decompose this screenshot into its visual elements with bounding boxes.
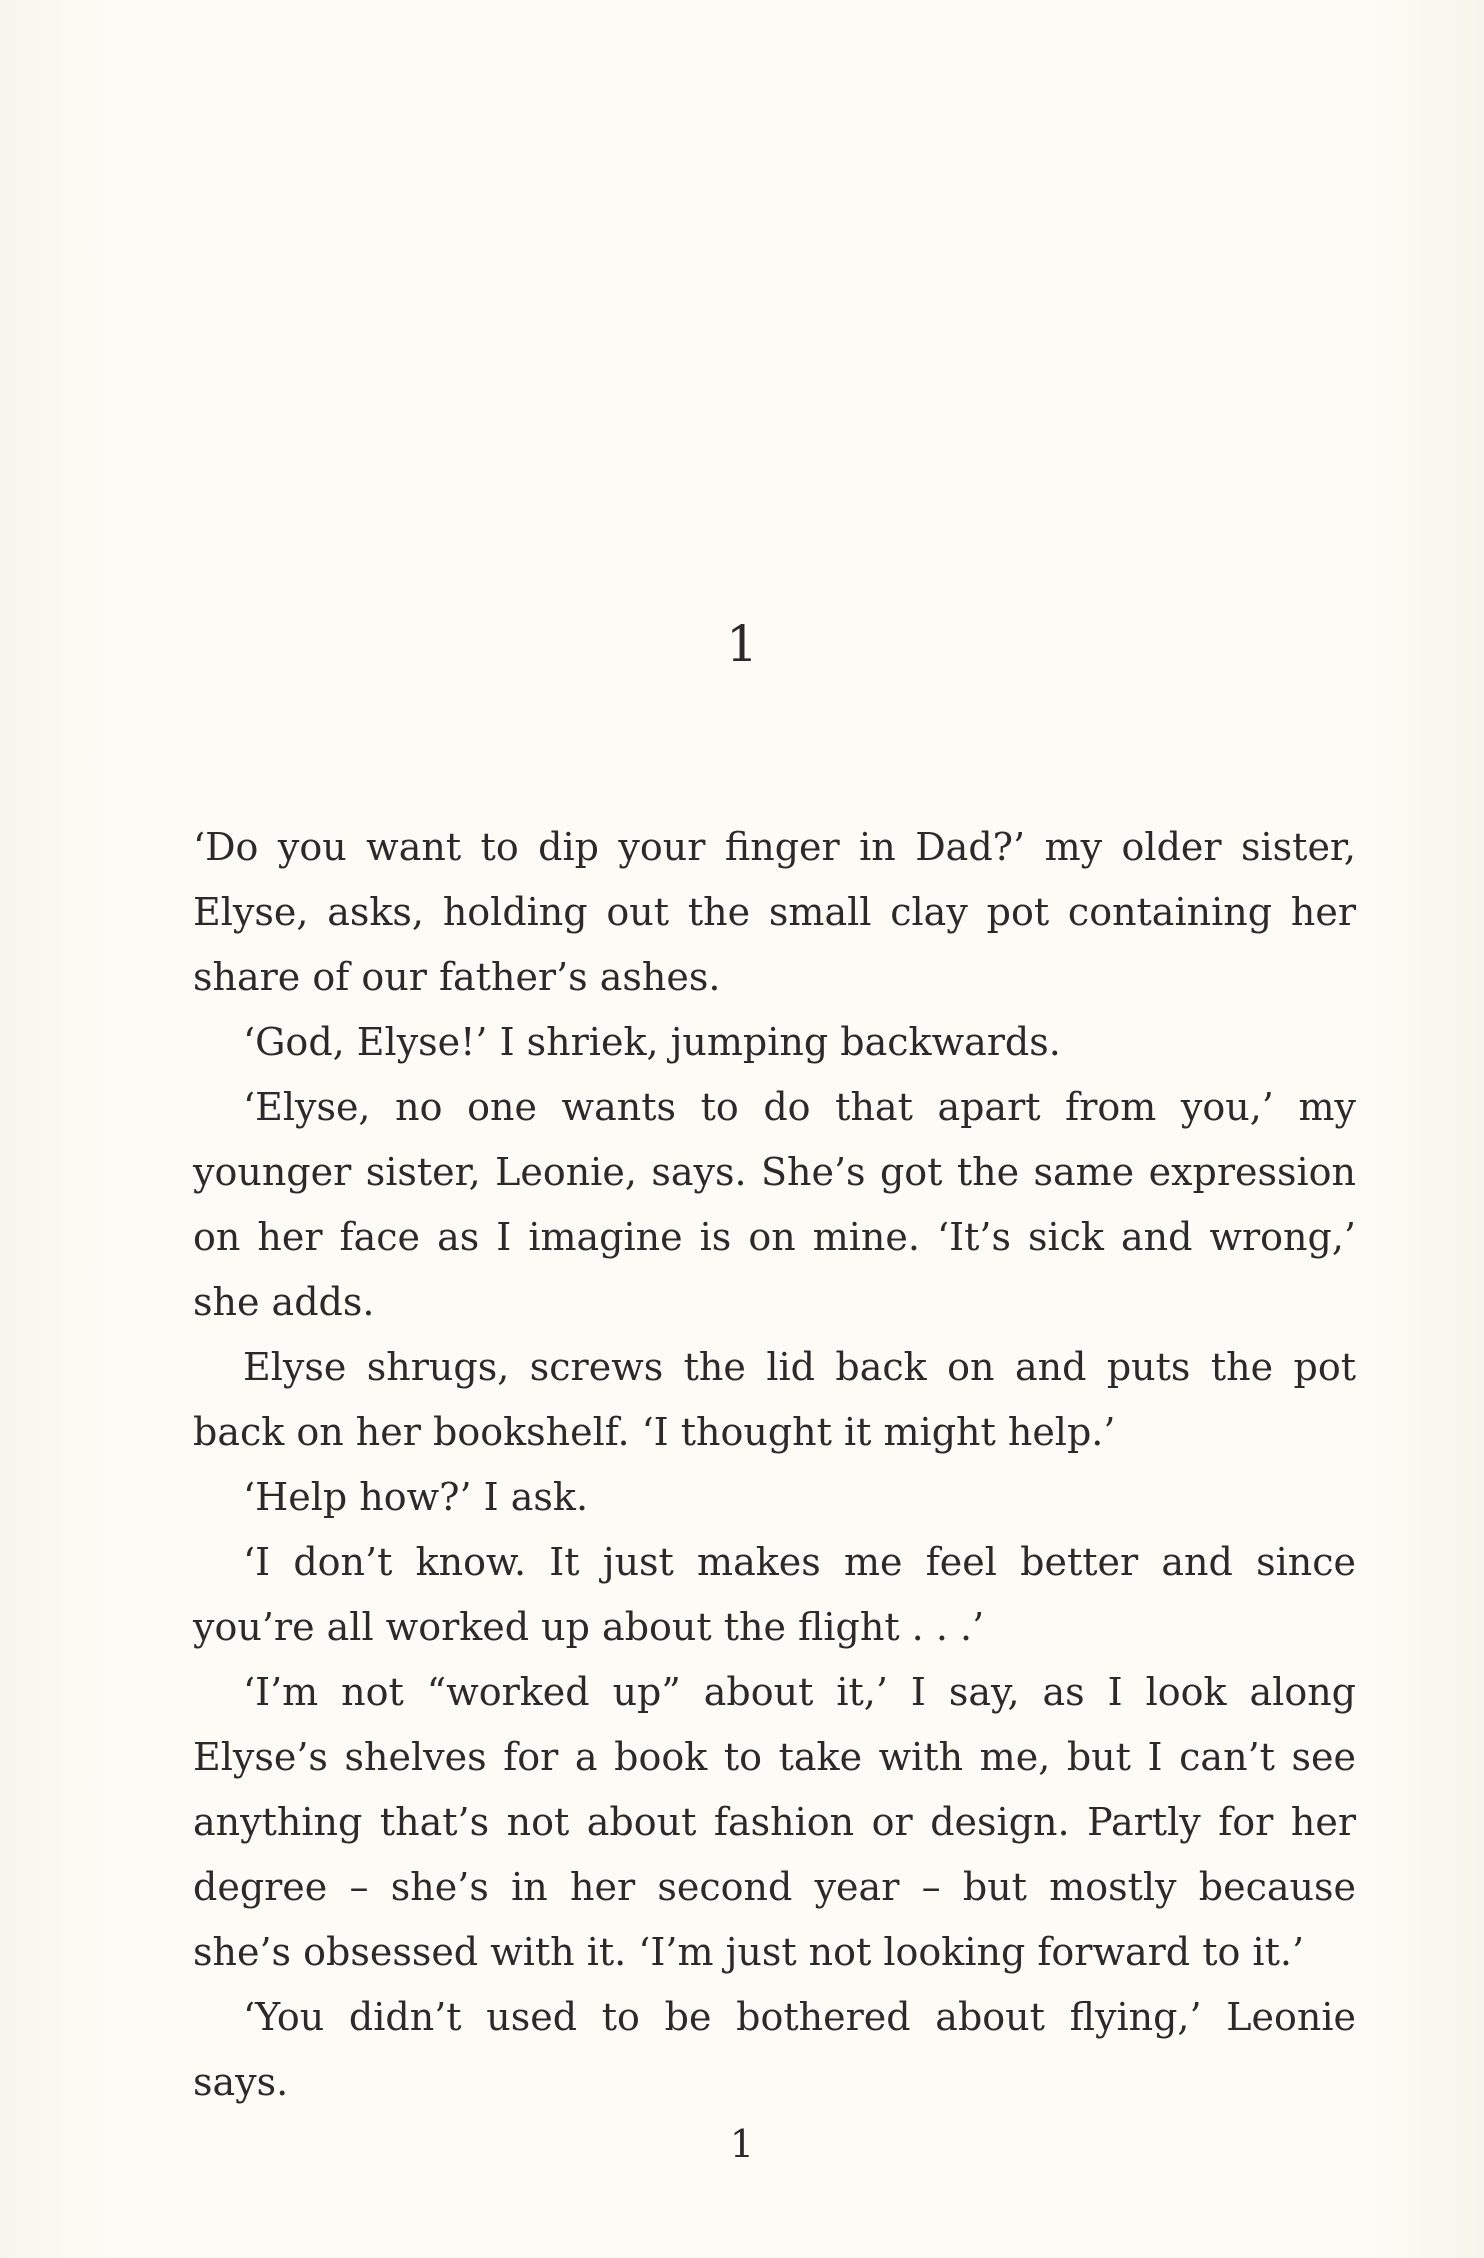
- chapter-number: 1: [726, 615, 758, 673]
- paragraph: ‘God, Elyse!’ I shriek, jumping backwards.: [243, 1020, 1061, 1064]
- paragraph: Elyse shrugs, screws the lid back on and puts the pot back on her bookshelf. ‘I thought it might help.’: [193, 1345, 1356, 1454]
- chapter-body: [193, 815, 1356, 2115]
- paragraph: ‘I’m not “worked up” about it,’ I say, as I look along Elyse’s shelves for a book to take with me, but I can’t see anything that’s not about fashion or design. Partly for her degree – she’s in her second year – but mostly because she’s obsessed with it. ‘I’m just not looking forward to it.’: [193, 1670, 1356, 1974]
- page-number: 1: [729, 2122, 755, 2166]
- paragraph: ‘Do you want to dip your finger in Dad?’ my older sister, Elyse, asks, holding out the small clay pot containing her share of our father’s ashes.: [193, 825, 1356, 999]
- paragraph: ‘Help how?’ I ask.: [243, 1475, 589, 1519]
- paragraph: ‘I don’t know. It just makes me feel better and since you’re all worked up about the flight . . .’: [193, 1540, 1356, 1649]
- paragraph: ‘Elyse, no one wants to do that apart from you,’ my younger sister, Leonie, says. She’s got the same expression on her face as I imagine is on mine. ‘It’s sick and wrong,’ she adds.: [193, 1085, 1356, 1324]
- paragraph: ‘You didn’t used to be bothered about flying,’ Leonie says.: [193, 1995, 1356, 2104]
